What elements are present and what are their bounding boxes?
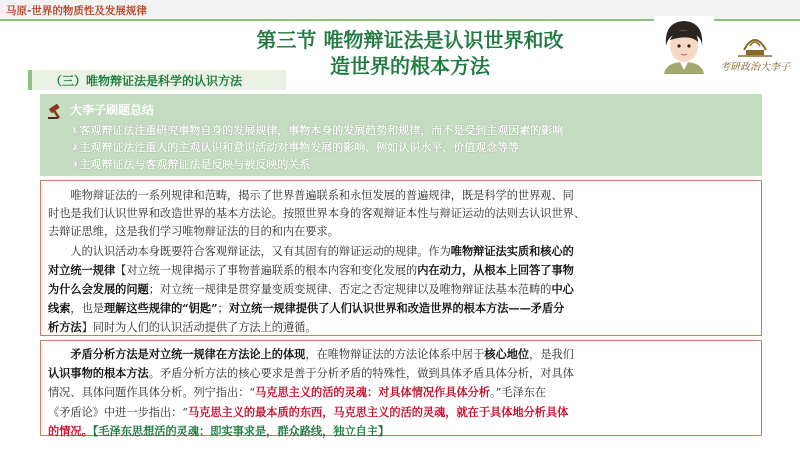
text-line: 为什么会发展的问题；对立统一规律是贯穿量变质变规律、否定之否定规律以及唯物辩证法基本范畴的中心 — [48, 282, 574, 297]
section-title: （三）唯物辩证法是科学的认识方法 — [50, 74, 243, 88]
text-line: 认识事物的根本方法。矛盾分析方法的核心要求是善于分析矛盾的特殊性，做到具体矛盾具体分析，对具体 — [48, 366, 574, 381]
text-line: 去辩证思维，这是我们学习唯物辩证法的目的和内在要求。 — [48, 225, 339, 239]
text-line: 对立统一规律【对立统一规律揭示了事物普遍联系的根本内容和变化发展的内在动力，从根本上回答了事物 — [48, 262, 574, 277]
text-line: 人的认识活动本身既要符合客观辩证法，又有其固有的辩证运动的规律。作为唯物辩证法实质和核心的 — [48, 243, 574, 258]
content-text-1 — [48, 187, 756, 338]
slide-title-line2: 造世界的根本方法 — [330, 54, 490, 78]
text-line: 《矛盾论》中进一步指出：“马克思主义的最本质的东西，马克思主义的活的灵魂，就在于具体地分析具体 — [48, 404, 569, 419]
presenter-avatar — [654, 16, 714, 74]
summary-item-1: ①客观辩证法注重研究事物自身的发展规律，事物本身的发展趋势和规律，而不是受到主观因素的影响 — [70, 124, 564, 137]
summary-item-2: ②主观辩证法注重人的主观认识和意识活动对事物发展的影响、例如认识水平、价值观念等等 — [70, 141, 520, 154]
summary-item-3: ③主观辩证法与客观辩证法是反映与被反映的关系 — [70, 158, 311, 171]
gavel-icon — [46, 100, 66, 120]
text-line: 的情况。【毛泽东思想活的灵魂：即实事求是，群众路线，独立自主】 — [48, 423, 390, 438]
text-line: 时也是我们认识世界和改造世界的基本方法论。按照世界本身的客观辩证本性与辩证运动的法则去认识世界、 — [48, 207, 586, 221]
content-text-2 — [48, 345, 756, 441]
text-line: 析方法】同时为人们的认识活动提供了方法上的遵循。 — [48, 320, 317, 335]
text-line: 情况、具体问题作具体分析。列宁指出：“马克思主义的活的灵魂：对具体情况作具体分析。”毛泽东在 — [48, 385, 547, 400]
text-line: 矛盾分析方法是对立统一规律在方法论上的体现，在唯物辩证法的方法论体系中居于核心地位，是我们 — [70, 347, 574, 361]
text-line: 线索，也是理解这些规律的“钥匙”；对立统一规律提供了人们认识世界和改造世界的根本方法——矛盾分 — [48, 301, 565, 316]
slide-title-line1: 第三节 唯物辩证法是认识世界和改 — [256, 28, 564, 52]
text-line: 唯物辩证法的一系列规律和范畴，揭示了世界普遍联系和永恒发展的普遍规律，既是科学的世界观、同 — [48, 189, 574, 202]
summary-heading: 大李子刷题总结 — [70, 103, 155, 117]
course-title: 马原-世界的物质性及发展规律 — [6, 5, 147, 17]
brand-text: 考研政治大李子 — [720, 62, 790, 73]
